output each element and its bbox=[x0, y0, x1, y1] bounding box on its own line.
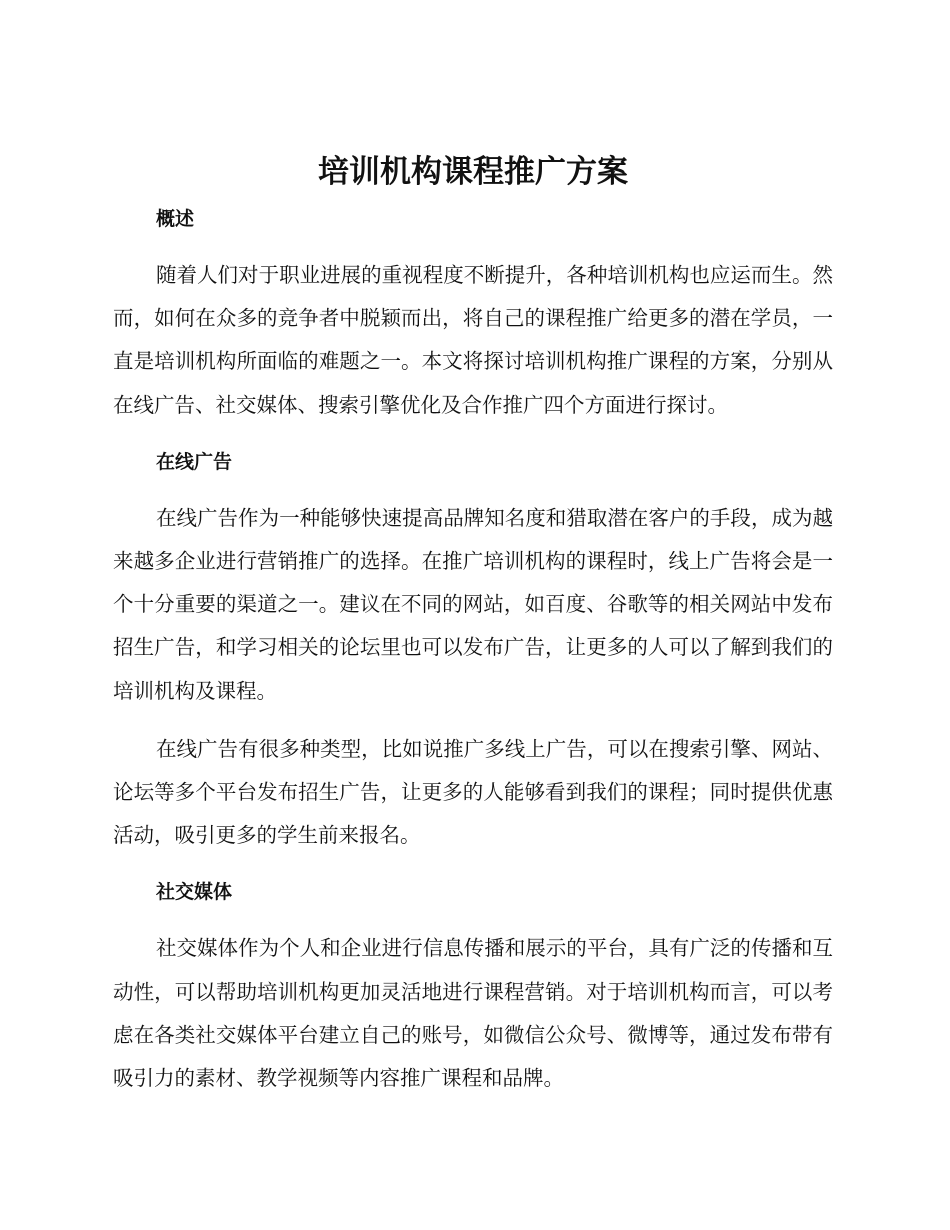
document-body bbox=[113, 202, 833, 1100]
section-heading: 概述 bbox=[156, 208, 195, 230]
document-title: 培训机构课程推广方案 bbox=[318, 154, 628, 190]
section-social-media bbox=[113, 875, 833, 1100]
section-heading: 社交媒体 bbox=[156, 881, 233, 904]
paragraph: 随着人们对于职业进展的重视程度不断提升，各种培训机构也应运而生。然而，如何在众多的竞争者中脱颖而出，将自己的课程推广给更多的潜在学员，一直是培训机构所面临的难题之一。本文将探讨培训机构推广课程的方案，分别从在线广告、社交媒体、搜索引擎优化及合作推广四个方面进行探讨。 bbox=[113, 263, 833, 417]
section-overview bbox=[113, 202, 833, 427]
paragraph: 在线广告有很多种类型，比如说推广多线上广告，可以在搜索引擎、网站、论坛等多个平台发布招生广告，让更多的人能够看到我们的课程；同时提供优惠活动，吸引更多的学生前来报名。 bbox=[113, 736, 833, 848]
paragraph: 在线广告作为一种能够快速提高品牌知名度和猎取潜在客户的手段，成为越来越多企业进行营销推广的选择。在推广培训机构的课程时，线上广告将会是一个十分重要的渠道之一。建议在不同的网站，如百度、谷歌等的相关网站中发布招生广告，和学习相关的论坛里也可以发布广告，让更多的人可以了解到我们的培训机构及课程。 bbox=[113, 505, 833, 703]
section-online-ads bbox=[113, 445, 833, 858]
section-heading: 在线广告 bbox=[156, 450, 233, 473]
paragraph: 社交媒体作为个人和企业进行信息传播和展示的平台，具有广泛的传播和互动性，可以帮助培训机构更加灵活地进行课程营销。对于培训机构而言，可以考虑在各类社交媒体平台建立自己的账号，如微信公众号、微博等，通过发布带有吸引力的素材、教学视频等内容推广课程和品牌。 bbox=[113, 936, 833, 1091]
